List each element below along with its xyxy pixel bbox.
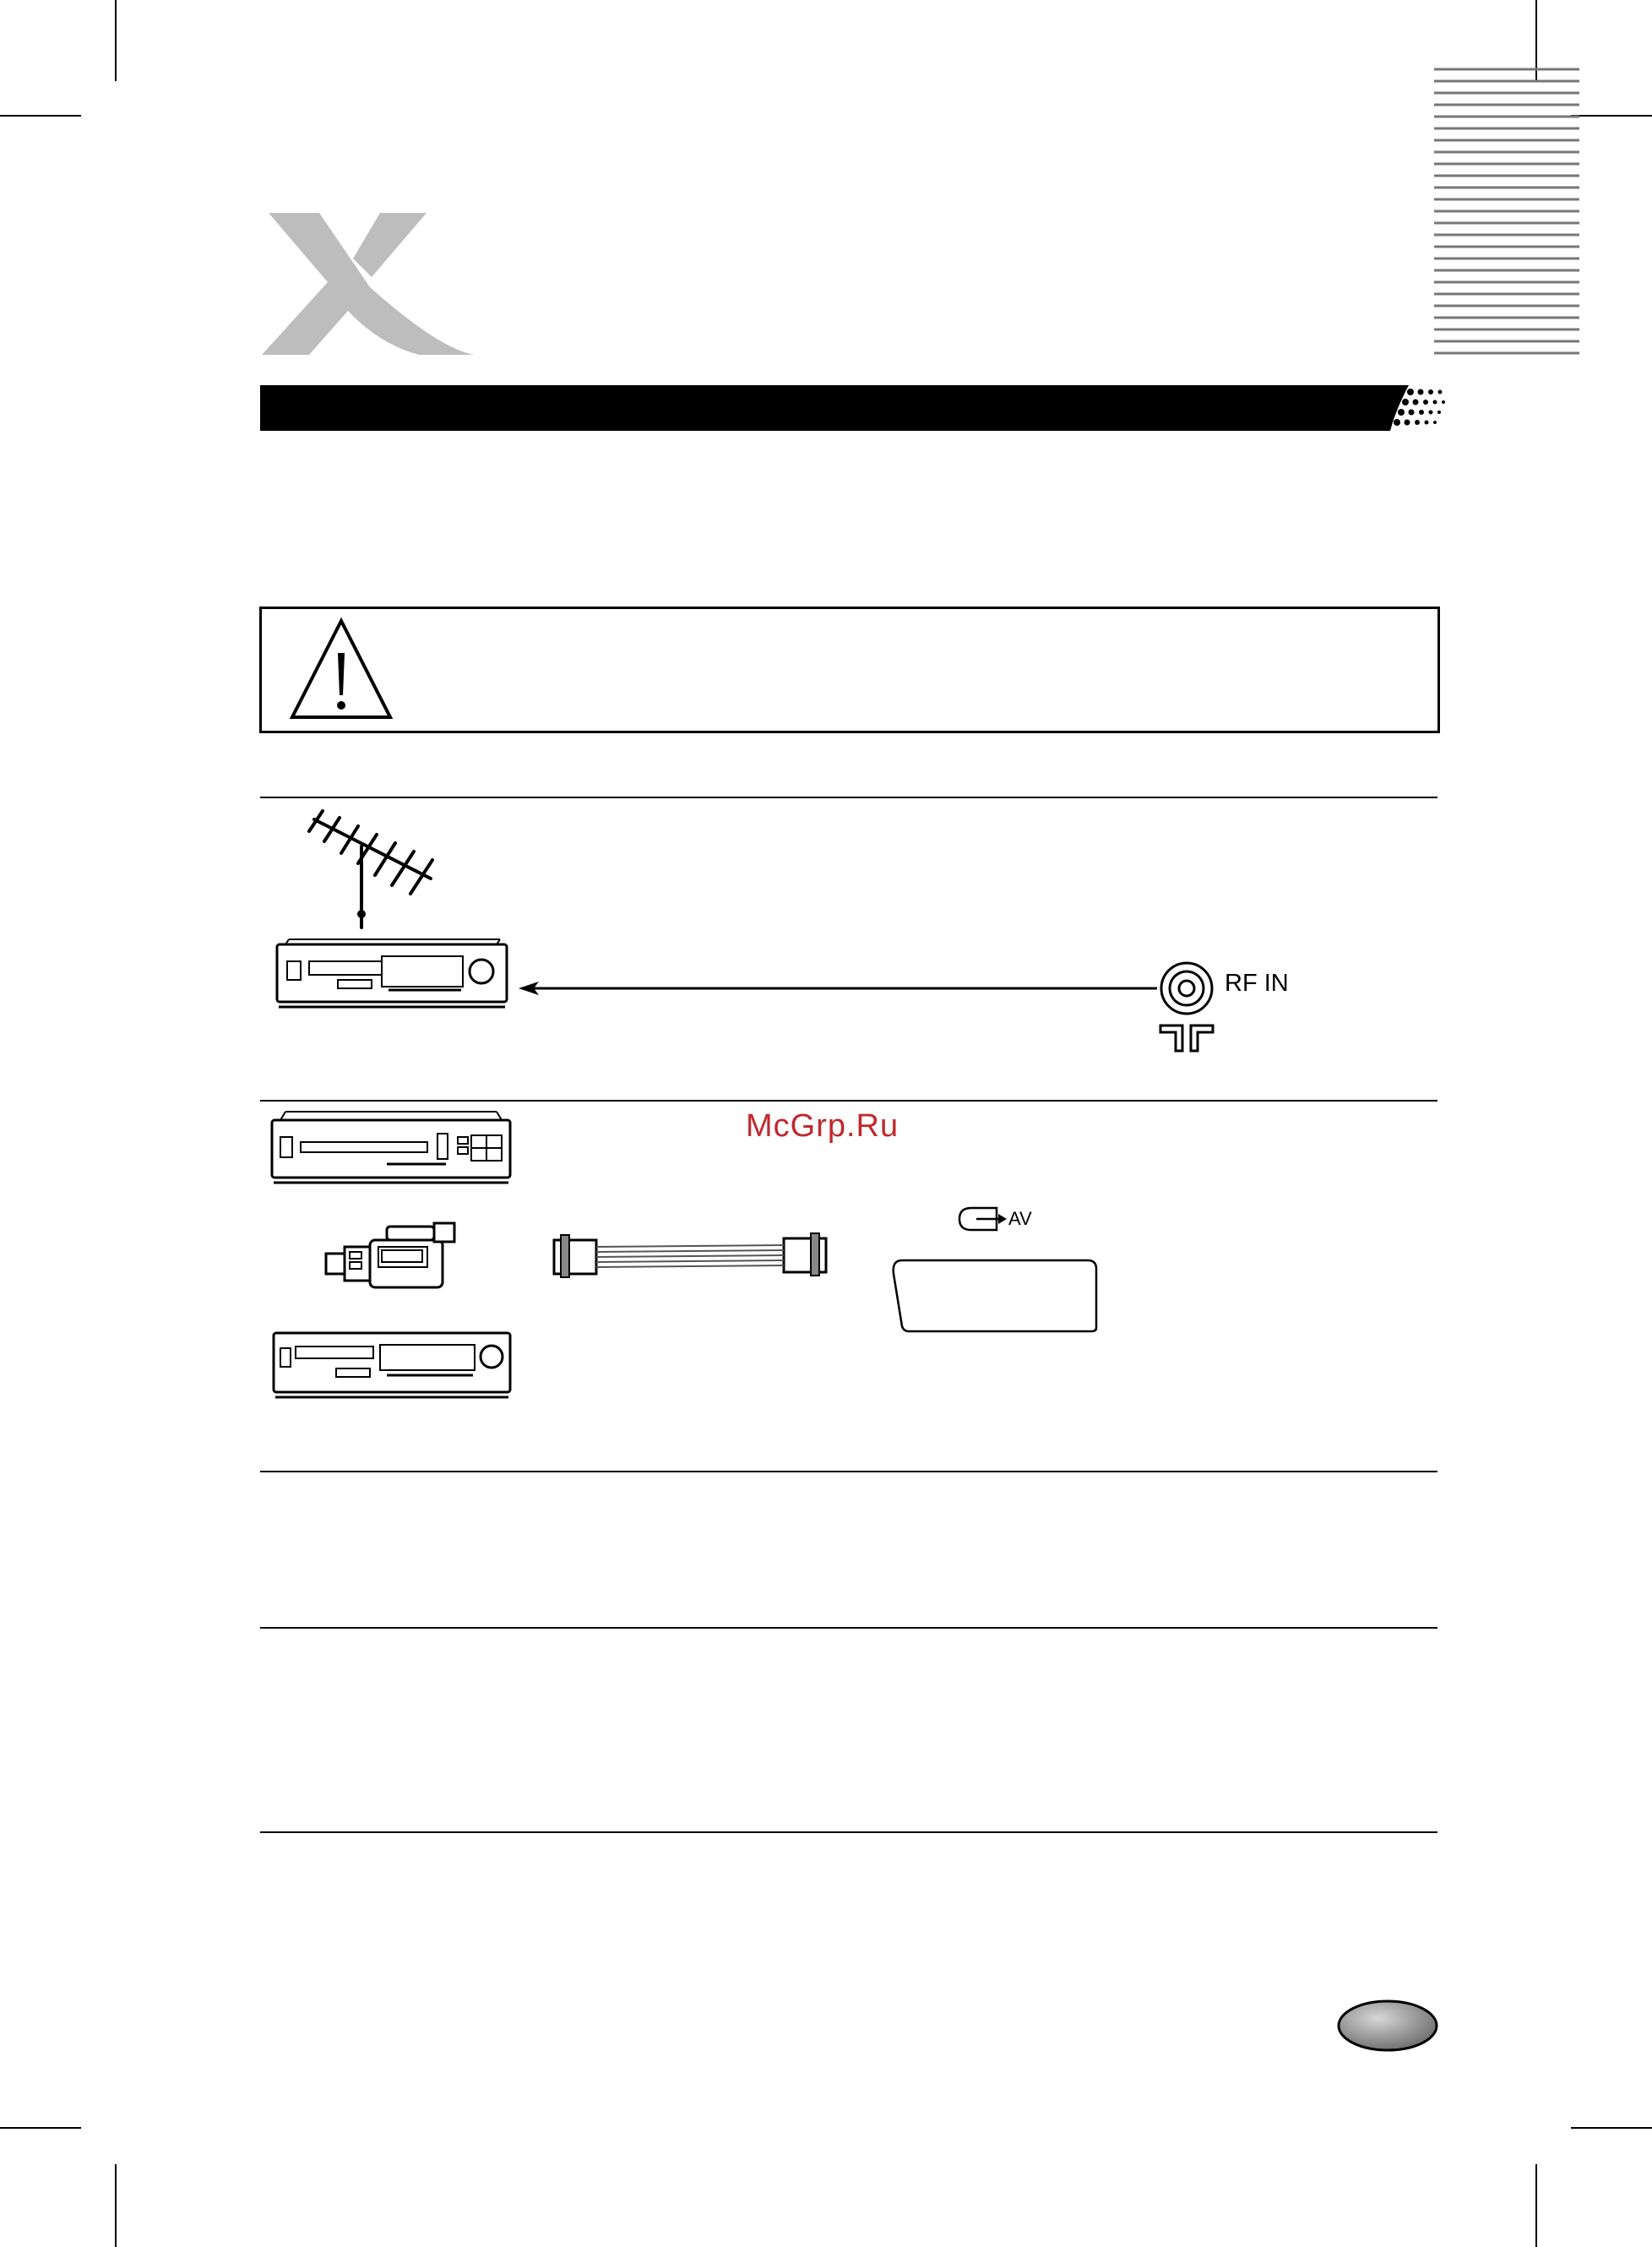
scart-socket-icon [890,1257,1101,1335]
warning-box [259,607,1440,733]
crop-mark [1535,2164,1537,2247]
header-bar [260,385,1446,433]
crop-mark [1571,115,1652,117]
crop-mark [0,2127,81,2129]
section-divider [260,1100,1437,1102]
brand-logo [253,209,481,358]
dvd-player-device [270,1328,515,1401]
scart-cable-icon [551,1232,829,1281]
section-divider [260,1831,1437,1833]
rf-input-jack-icon [1155,961,1218,1056]
video-recorder-device [269,1108,514,1189]
rf-cable-arrow [519,980,1160,997]
scart-input-icon [958,1205,1008,1233]
section-divider [260,1471,1437,1472]
crop-mark [0,115,81,117]
rf-in-label: RF IN [1225,970,1289,997]
vcr-device [275,938,510,1012]
crop-mark [1571,2127,1652,2129]
warning-triangle-icon [289,618,394,721]
section-divider [260,797,1437,798]
section-divider [260,1627,1437,1629]
crop-mark [115,2164,117,2247]
antenna-illustration [304,809,439,928]
crop-mark [115,0,117,81]
watermark-text: McGrp.Ru [746,1108,899,1144]
av-input-label: AV [1008,1208,1032,1229]
page-number-oval [1336,1999,1439,2053]
camcorder-device [319,1221,463,1294]
chapter-tab-stripes [1434,66,1581,362]
